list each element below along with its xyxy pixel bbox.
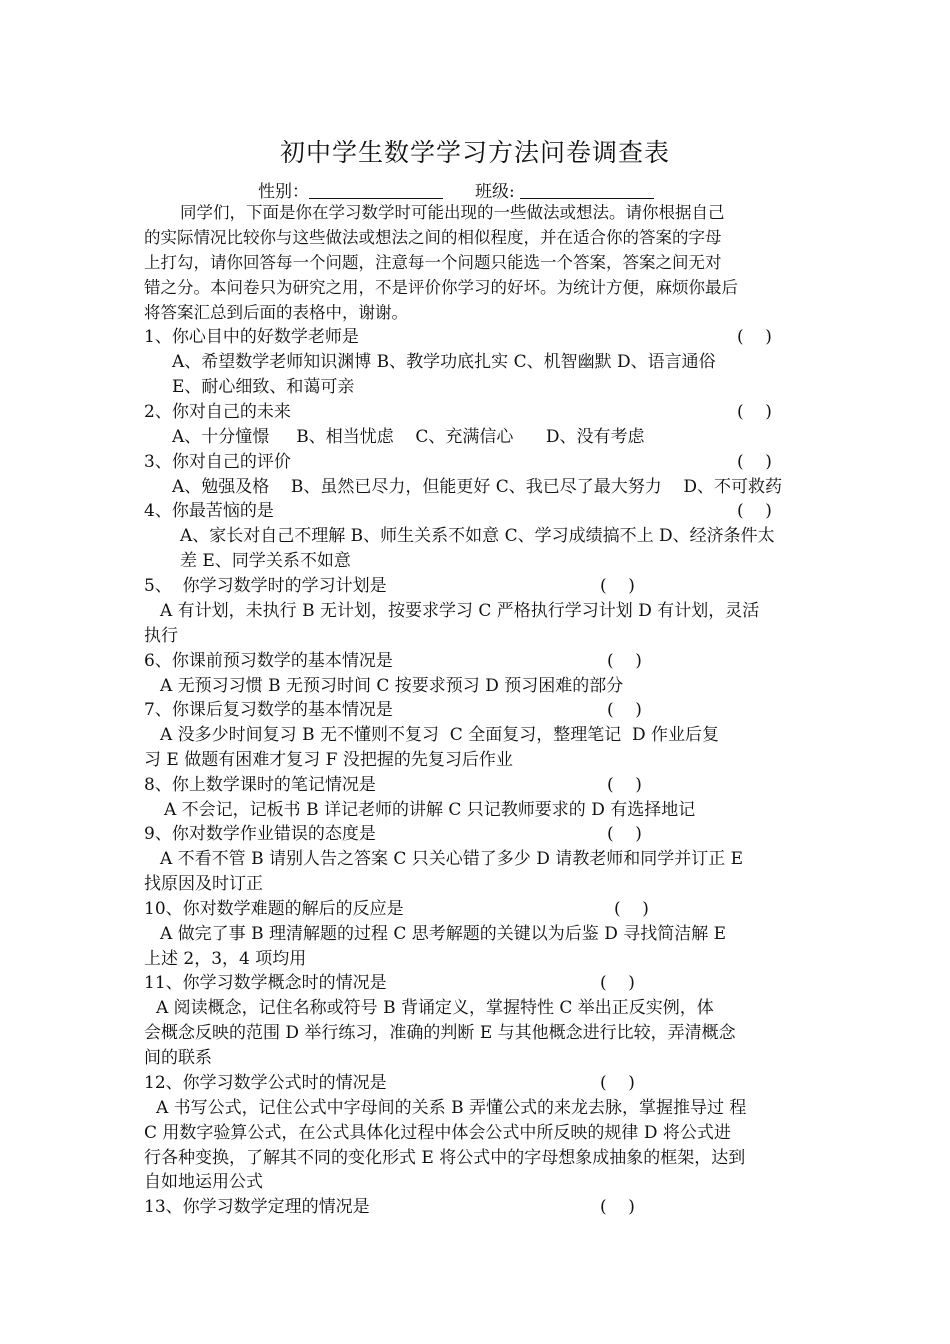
question-text: 7、你课后复习数学的基本情况是 — [144, 700, 393, 720]
answer-bracket[interactable]: ( ) — [737, 501, 772, 521]
class-field — [475, 177, 654, 202]
question-options: 找原因及时订正 — [144, 874, 263, 894]
question-text: 13、你学习数学定理的情况是 — [144, 1197, 370, 1217]
question-options: A 不看不管 B 请别人告之答案 C 只关心错了多少 D 请教老师和同学并订正 E — [160, 849, 744, 869]
question-text: 12、你学习数学公式时的情况是 — [144, 1073, 387, 1093]
answer-bracket[interactable]: ( ) — [607, 651, 642, 671]
intro-line: 将答案汇总到后面的表格中，谢谢。 — [144, 303, 408, 322]
question-options: A、希望数学老师知识渊博 B、教学功底扎实 C、机智幽默 D、语言通俗 — [172, 352, 716, 372]
intro-line: 错之分。本问卷只为研究之用，不是评价你学习的好坏。为统计方便，麻烦你最后 — [144, 278, 738, 297]
answer-bracket[interactable]: ( ) — [600, 1197, 635, 1217]
gender-blank[interactable] — [309, 182, 443, 199]
question-options: C 用数字验算公式，在公式具体化过程中体会公式中所反映的规律 D 将公式进 — [144, 1123, 731, 1143]
question-options: A 有计划，未执行 B 无计划，按要求学习 C 严格执行学习计划 D 有计划，灵活 — [160, 601, 760, 621]
question-options: A、十分憧憬 B、相当忧虑 C、充满信心 D、没有考虑 — [172, 427, 645, 447]
question-options: A 没多少时间复习 B 无不懂则不复习 C 全面复习，整理笔记 D 作业后复 — [160, 725, 720, 745]
question-options: A 书写公式，记住公式中字母间的关系 B 弄懂公式的来龙去脉，掌握推导过 程 — [156, 1098, 747, 1118]
question-text: 11、你学习数学概念时的情况是 — [144, 973, 387, 993]
question-text: 5、 你学习数学时的学习计划是 — [144, 576, 387, 596]
answer-bracket[interactable]: ( ) — [607, 700, 642, 720]
question-options: 执行 — [144, 626, 178, 646]
intro-line: 的实际情况比较你与这些做法或想法之间的相似程度，并在适合你的答案的字母 — [144, 228, 722, 247]
question-options: 上述 2，3，4 项均用 — [144, 949, 307, 969]
question-options: A、家长对自己不理解 B、师生关系不如意 C、学习成绩搞不上 D、经济条件太 — [180, 526, 775, 546]
question-options: 会概念反映的范围 D 举行练习，准确的判断 E 与其他概念进行比较，弄清概念 — [144, 1023, 736, 1043]
question-options: A 做完了事 B 理清解题的过程 C 思考解题的关键以为后鉴 D 寻找简洁解 E — [160, 924, 727, 944]
answer-bracket[interactable]: ( ) — [737, 452, 772, 472]
question-text: 9、你对数学作业错误的态度是 — [144, 824, 376, 844]
class-label: 班级: — [475, 182, 515, 202]
question-options: 行各种变换，了解其不同的变化形式 E 将公式中的字母想象成抽象的框架，达到 — [144, 1148, 746, 1168]
question-text: 6、你课前预习数学的基本情况是 — [144, 651, 393, 671]
answer-bracket[interactable]: ( ) — [607, 775, 642, 795]
class-blank[interactable] — [520, 182, 654, 199]
question-options: A、勉强及格 B、虽然已尽力，但能更好 C、我已尽了最大努力 D、不可救药 — [172, 477, 783, 497]
question-text: 1、你心目中的好数学老师是 — [144, 327, 359, 347]
page-title: 初中学生数学学习方法问卷调查表 — [279, 138, 670, 167]
gender-field — [258, 177, 443, 202]
question-options: A 无预习习惯 B 无预习时间 C 按要求预习 D 预习困难的部分 — [160, 676, 624, 696]
question-options: 差 E、同学关系不如意 — [180, 551, 351, 571]
answer-bracket[interactable]: ( ) — [737, 402, 772, 422]
question-text: 3、你对自己的评价 — [144, 452, 291, 472]
answer-bracket[interactable]: ( ) — [600, 1073, 635, 1093]
question-options: A 阅读概念，记住名称或符号 B 背诵定义，掌握特性 C 举出正反实例，体 — [156, 998, 714, 1018]
answer-bracket[interactable]: ( ) — [614, 899, 649, 919]
question-options: 间的联系 — [144, 1048, 212, 1068]
intro-line: 同学们，下面是你在学习数学时可能出现的一些做法或想法。请你根据自己 — [180, 203, 725, 222]
question-options: 习 E 做题有困难才复习 F 没把握的先复习后作业 — [144, 750, 513, 770]
gender-label: 性别： — [258, 182, 309, 202]
question-text: 8、你上数学课时的笔记情况是 — [144, 775, 376, 795]
question-options: E、耐心细致、和蔼可亲 — [172, 377, 355, 397]
answer-bracket[interactable]: ( ) — [600, 973, 635, 993]
answer-bracket[interactable]: ( ) — [607, 824, 642, 844]
answer-bracket[interactable]: ( ) — [737, 327, 772, 347]
intro-line: 上打勾，请你回答每一个问题，注意每一个问题只能选一个答案，答案之间无对 — [144, 253, 722, 272]
question-text: 4、你最苦恼的是 — [144, 501, 274, 521]
question-options: 自如地运用公式 — [144, 1172, 263, 1192]
question-text: 10、你对数学难题的解后的反应是 — [144, 899, 404, 919]
answer-bracket[interactable]: ( ) — [600, 576, 635, 596]
question-text: 2、你对自己的未来 — [144, 402, 291, 422]
question-options: A 不会记，记板书 B 详记老师的讲解 C 只记教师要求的 D 有选择地记 — [164, 800, 696, 820]
